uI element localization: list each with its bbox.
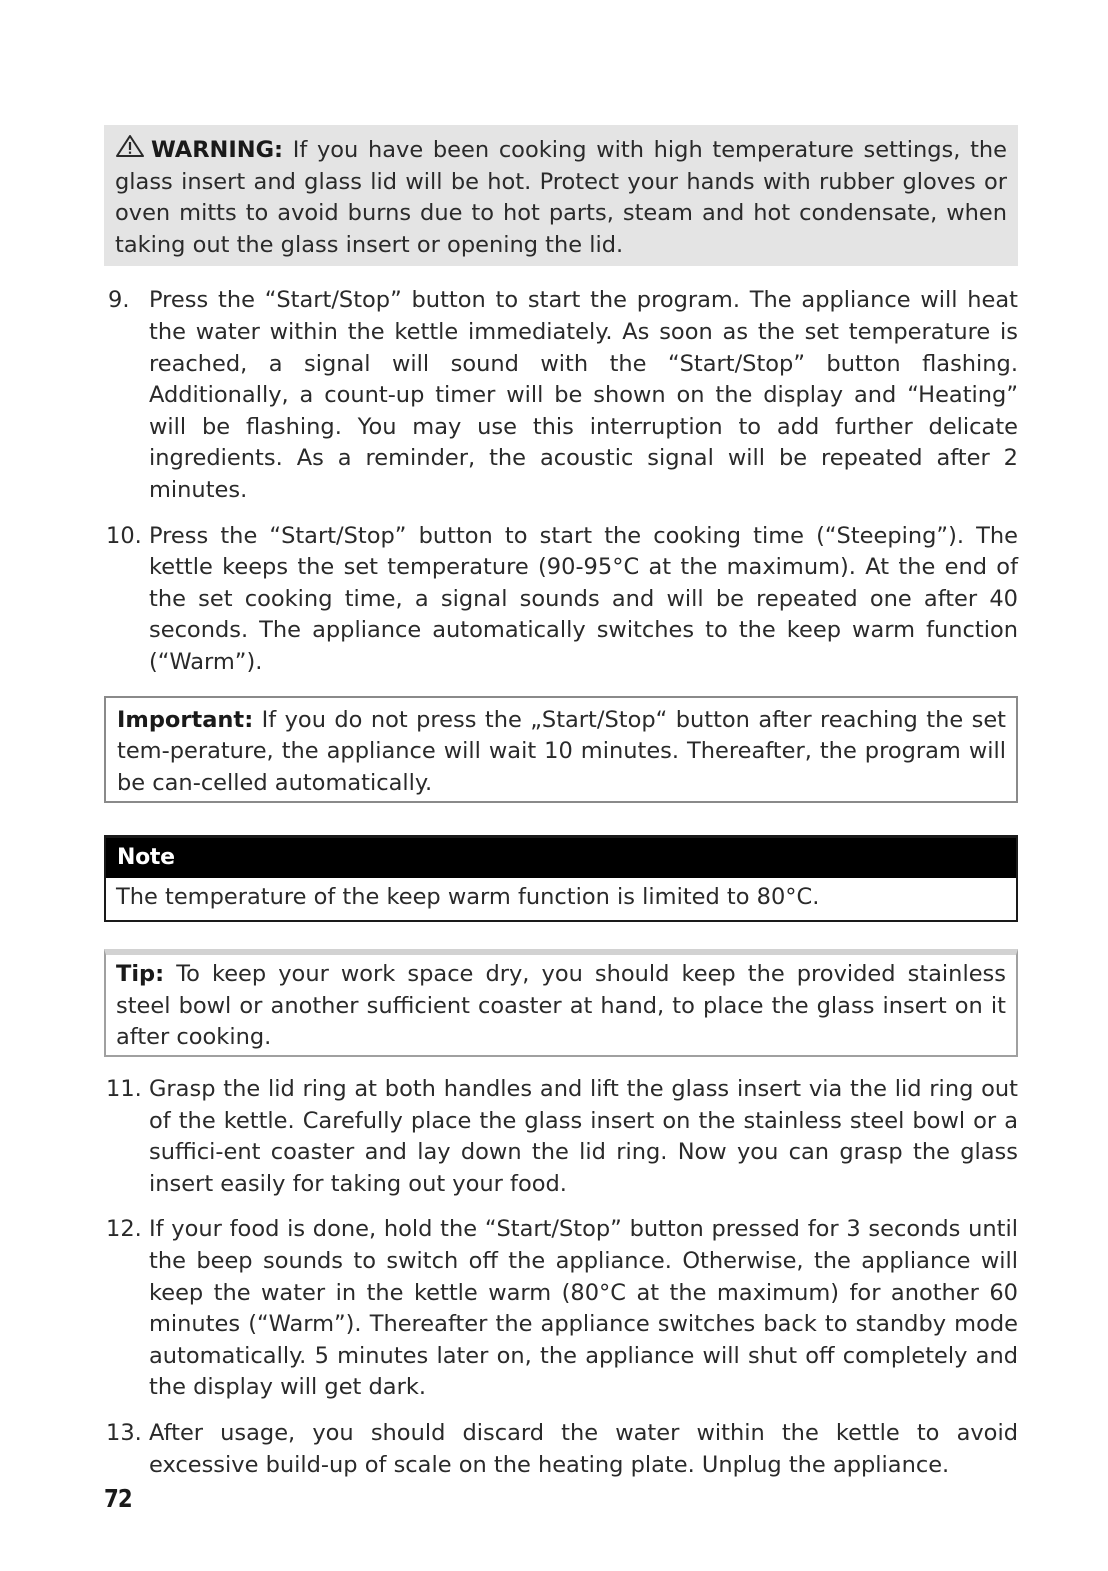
step-text: If your food is done, hold the “Start/Stop” button pressed for 3 seconds until the beep sounds to switch off the appliance. Otherwise, the appliance will keep the water in the kettle warm (80°C at the maximum) for another 60 minutes (“Warm”). Thereafter the appliance switches back to standby mode automatically. 5 minutes later on, the appliance will shut off completely and the display will get dark.: [149, 1216, 1018, 1401]
warning-text: If you have been cooking with high temperature settings, the glass insert and glass lid will be hot. Protect your hands with rubber gloves or oven mitts to avoid burns due to hot parts, steam and hot condensate, when taking out the glass insert or opening the lid.: [115, 137, 1007, 258]
important-label: Important:: [117, 706, 254, 733]
step-number: 9.: [108, 287, 130, 314]
important-text: If you do not press the „Start/Stop“ button after reaching the set tem-perature, the appliance will wait 10 minutes. Thereafter, the program will be can-celled automatically.: [117, 706, 1006, 796]
important-box: [104, 696, 1018, 804]
note-box: [104, 835, 1018, 922]
page-number: 72: [104, 1484, 132, 1513]
list-item: [104, 285, 1018, 506]
warning-triangle-icon: [115, 134, 145, 158]
step-number: 12.: [106, 1216, 142, 1243]
list-item: [104, 521, 1018, 679]
warning-box: [104, 125, 1018, 266]
list-item: [104, 1418, 1018, 1481]
step-number: 13.: [106, 1420, 142, 1446]
steps-list-second: [104, 1074, 1018, 1481]
step-text: Press the “Start/Stop” button to start the cooking time (“Steeping”). The kettle keeps the set temperature (90-95°C at the maximum). At the end of the set cooking time, a signal sounds and will be repeated one after 40 seconds. The appliance automatically switches to the keep warm function (“Warm”).: [149, 522, 1018, 675]
tip-box: [104, 949, 1018, 1057]
note-text: The temperature of the keep warm function is limited to 80°C.: [116, 884, 820, 911]
tip-label: Tip:: [116, 961, 165, 988]
list-item: [104, 1214, 1018, 1404]
warning-label: WARNING:: [151, 137, 284, 163]
step-text: Grasp the lid ring at both handles and lift the glass insert via the lid ring out of the kettle. Carefully place the glass insert on the stainless steel bowl or a suffici-ent coaster and lay down the lid ring. Now you can grasp the glass insert easily for taking out your food.: [149, 1076, 1018, 1197]
note-title: Note: [106, 838, 1016, 878]
list-item: [104, 1074, 1018, 1200]
steps-list-first: [104, 285, 1018, 678]
page-content: [104, 125, 1018, 1495]
tip-text: To keep your work space dry, you should keep the provided stainless steel bowl or another sufficient coaster at hand, to place the glass insert on it after cooking.: [116, 961, 1006, 1051]
step-text: After usage, you should discard the water within the kettle to avoid excessive build-up of scale on the heating plate. Unplug the appliance.: [149, 1420, 1018, 1478]
step-number: 10.: [106, 522, 142, 549]
step-text: Press the “Start/Stop” button to start the program. The appliance will heat the water within the kettle immediately. As soon as the set temperature is reached, a signal will sound with the “Start/Stop” button flashing. Additionally, a count-up timer will be shown on the display and “Heating” will be flashing. You may use this interruption to add further delicate ingredients. As a reminder, the acoustic signal will be repeated after 2 minutes.: [149, 287, 1018, 503]
step-number: 11.: [106, 1076, 142, 1103]
